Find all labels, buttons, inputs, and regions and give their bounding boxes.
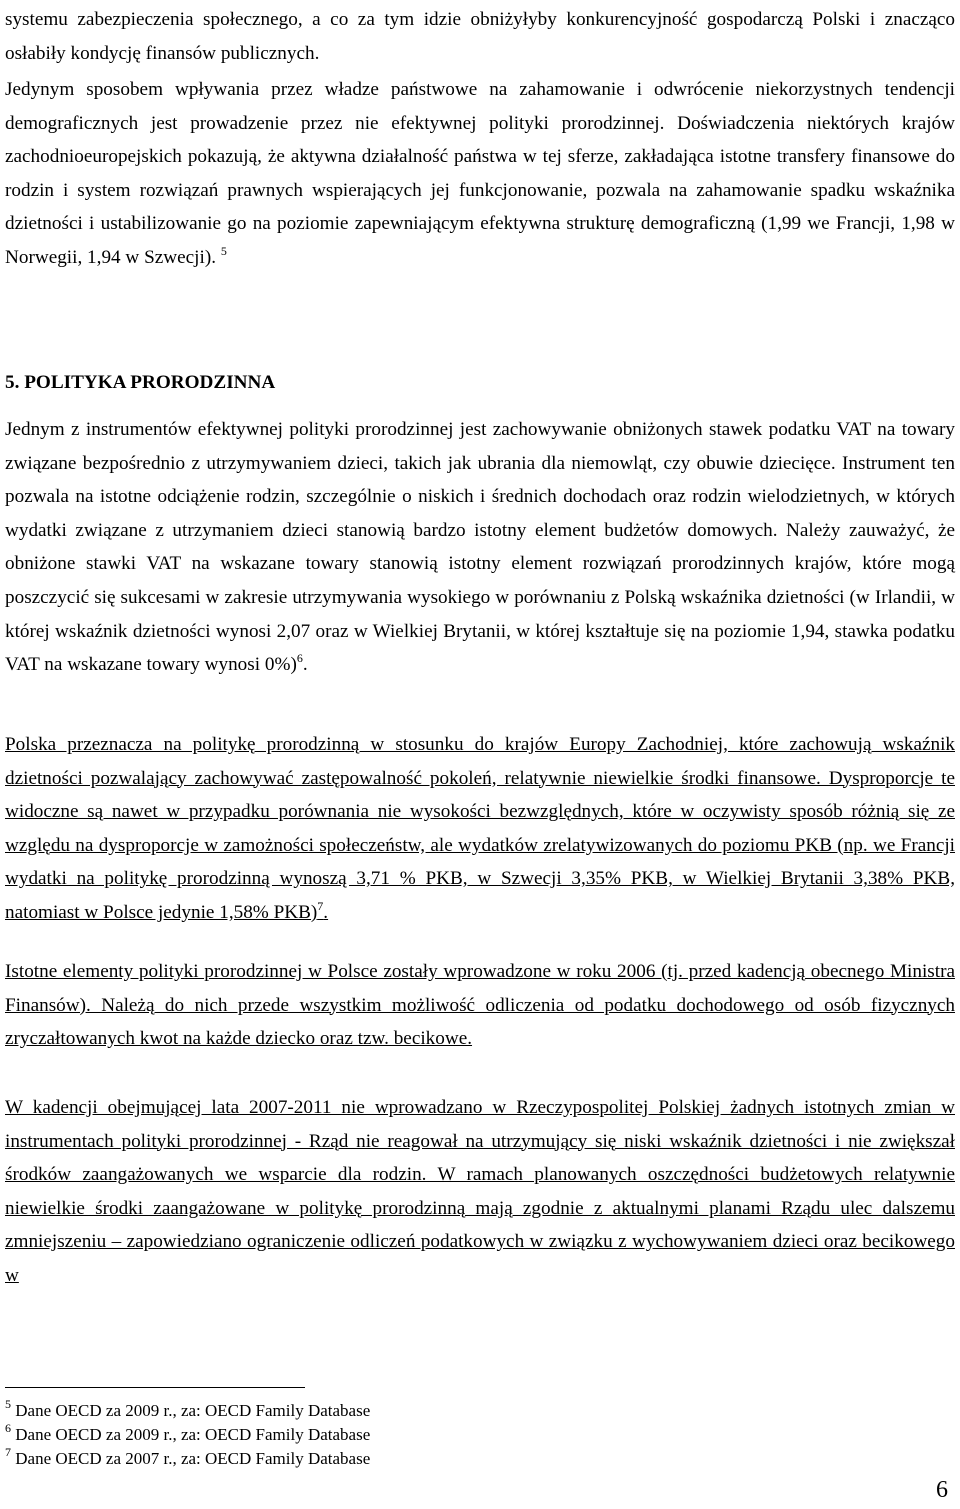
footnote-6-text: Dane OECD za 2009 r., za: OECD Family Database: [11, 1425, 371, 1444]
footnote-7-text: Dane OECD za 2007 r., za: OECD Family Database: [11, 1449, 371, 1468]
footnotes: [5, 1399, 370, 1471]
paragraph-2: [5, 73, 955, 275]
paragraph-4: [5, 728, 955, 930]
footnote-separator: [5, 1387, 305, 1388]
footnote-ref-7: 7: [317, 898, 324, 913]
paragraph-4-text: Polska przeznacza na politykę prorodzinną w stosunku do krajów Europy Zachodniej, które zachowują wskaźnik dzietności pozwalający zachowywać zastępowalność pokoleń, relatywnie niewielkie środki finansowe. Dysproporcje te widoczne są nawet w przypadku porównania nie wysokości bezwzględnych, które w oczywisty sposób różnią się ze względu na dysproporcje w zamożności społeczeństw, ale wydatków zrelatywizowanych do poziomu PKB (np. we Francji wydatki na politykę prorodzinną wynoszą 3,71 % PKB, w Szwecji 3,35% PKB, w Wielkiej Brytanii 3,38% PKB, natomiast w Polsce jedynie 1,58% PKB): [5, 734, 955, 923]
paragraph-5-text: Istotne elementy polityki prorodzinnej w Polsce zostały wprowadzone w roku 2006 (tj. przed kadencją obecnego Ministra Finansów). Należą do nich przede wszystkim możliwość odliczenia od podatku dochodowego od osób fizycznych zryczałtowanych kwot na każde dziecko oraz tzw. becikowe.: [5, 961, 955, 1050]
footnote-5-text: Dane OECD za 2009 r., za: OECD Family Database: [11, 1401, 371, 1420]
footnote-5: [5, 1399, 370, 1423]
paragraph-3-text: Jednym z instrumentów efektywnej polityki prorodzinnej jest zachowywanie obniżonych stawek podatku VAT na towary związane bezpośrednio z utrzymywaniem dzieci, takich jak ubrania dla niemowląt, czy obuwie dziecięce. Instrument ten pozwala na istotne odciążenie rodzin, szczególnie o niskich i średnich dochodach oraz rodzin wielodzietnych, w których wydatki związane z utrzymaniem dzieci stanowią bardzo istotny element budżetów domowych. Należy zauważyć, że obniżone stawki VAT na wskazane towary stanowią istotny element rozwiązań prorodzinnych krajów, które mogą poszczycić się sukcesami w zakresie utrzymywania wysokiego w porównaniu z Polską wskaźnika dzietności (w Irlandii, w której wskaźnik dzietności wynosi 2,07 oraz w Wielkiej Brytanii, w której kształtuje się na poziomie 1,94, stawka podatku VAT na wskazane towary wynosi 0%): [5, 419, 955, 676]
footnote-ref-6: 6: [296, 650, 303, 665]
footnote-5-number: 5: [5, 1397, 11, 1412]
paragraph-5: [5, 955, 955, 1056]
paragraph-6-text: W kadencji obejmującej lata 2007-2011 nie wprowadzano w Rzeczypospolitej Polskiej żadnych istotnych zmian w instrumentach polityki prorodzinnej - Rząd nie reagował na utrzymujący się niski wskaźnik dzietności i nie zwiększał środków zaangażowanych we wsparcie dla rodzin. W ramach planowanych oszczędności budżetowych relatywnie niewielkie środki zaangażowane w politykę prorodzinną mają zgodnie z aktualnymi planami Rządu ulec dalszemu zmniejszeniu – zapowiedziano ograniczenie odliczeń podatkowych w związku z wychowywaniem dzieci oraz becikowego w: [5, 1097, 955, 1286]
footnote-7: [5, 1447, 370, 1471]
footnote-ref-5: 5: [220, 243, 227, 258]
paragraph-4-end: .: [323, 901, 329, 923]
paragraph-2-text: Jedynym sposobem wpływania przez władze państwowe na zahamowanie i odwrócenie niekorzystnych tendencji demograficznych jest prowadzenie przez nie efektywnej polityki prorodzinnej. Doświadczenia niektórych krajów zachodnioeuropejskich pokazują, że aktywna działalność państwa w tej sferze, zakładająca istotne transfery finansowe do rodzin i system rozwiązań prawnych wspierających jej funkcjonowanie, pozwala na zahamowanie spadku wskaźnika dzietności i ustabilizowanie go na poziomie zapewniającym efektywna strukturę demograficzną (1,99 we Francji, 1,98 w Norwegii, 1,94 w Szwecji).: [5, 79, 955, 268]
page-number: 6: [936, 1477, 948, 1503]
paragraph-1: [5, 3, 955, 70]
section-heading: 5. POLITYKA PRORODZINNA: [5, 372, 276, 393]
paragraph-1-text: systemu zabezpieczenia społecznego, a co za tym idzie obniżyłyby konkurencyjność gospodarczą Polski i znacząco osłabiły kondycję finansów publicznych.: [5, 9, 955, 64]
footnote-6: [5, 1423, 370, 1447]
paragraph-3: [5, 413, 955, 682]
paragraph-6: [5, 1091, 955, 1293]
paragraph-3-end: .: [302, 654, 308, 676]
footnote-6-number: 6: [5, 1421, 11, 1436]
footnote-7-number: 7: [5, 1445, 11, 1460]
